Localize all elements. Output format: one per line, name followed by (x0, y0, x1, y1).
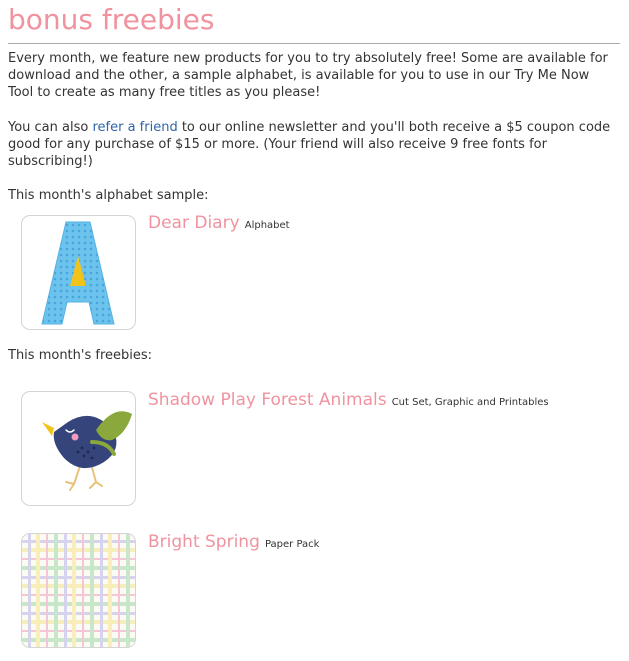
referral-paragraph (8, 119, 613, 170)
freebie-product-bright-spring (148, 532, 319, 552)
referral-text-after: to our online newsletter and you'll both receive a $5 coupon code good for any purchase of $15 or more. (Your friend will also receive 9 free fonts for subscribing!) (8, 120, 611, 169)
shadow-play-forest-animals-link[interactable]: Shadow Play Forest Animals (148, 390, 387, 410)
alphabet-product (148, 213, 290, 233)
bright-spring-link[interactable]: Bright Spring (148, 532, 260, 552)
freebie-product-forest-animals (148, 390, 549, 410)
alphabet-section-heading: This month's alphabet sample: (8, 188, 209, 203)
alphabet-thumbnail[interactable] (21, 215, 136, 330)
bird-image (22, 392, 135, 505)
referral-text-before: You can also (8, 120, 93, 135)
freebie-thumbnail-forest-animals[interactable] (21, 391, 136, 506)
alphabet-product-type: Alphabet (244, 220, 290, 231)
plaid-paper-image (22, 534, 135, 647)
dear-diary-link[interactable]: Dear Diary (148, 213, 240, 233)
title-divider (8, 43, 620, 44)
intro-paragraph: Every month, we feature new products for you to try absolutely free! Some are available for download and the other, a sample alphabet, is available for you to use in our Try Me Now Tool to create as many free titles as you please! (8, 51, 608, 100)
freebies-section-heading: This month's freebies: (8, 348, 153, 363)
forest-animals-product-type: Cut Set, Graphic and Printables (391, 397, 549, 408)
page-title: bonus freebies (8, 3, 215, 36)
letter-a-image (22, 216, 135, 329)
bright-spring-product-type: Paper Pack (264, 539, 320, 550)
refer-a-friend-link[interactable]: refer a friend (92, 120, 178, 135)
freebie-thumbnail-bright-spring[interactable] (21, 533, 136, 648)
